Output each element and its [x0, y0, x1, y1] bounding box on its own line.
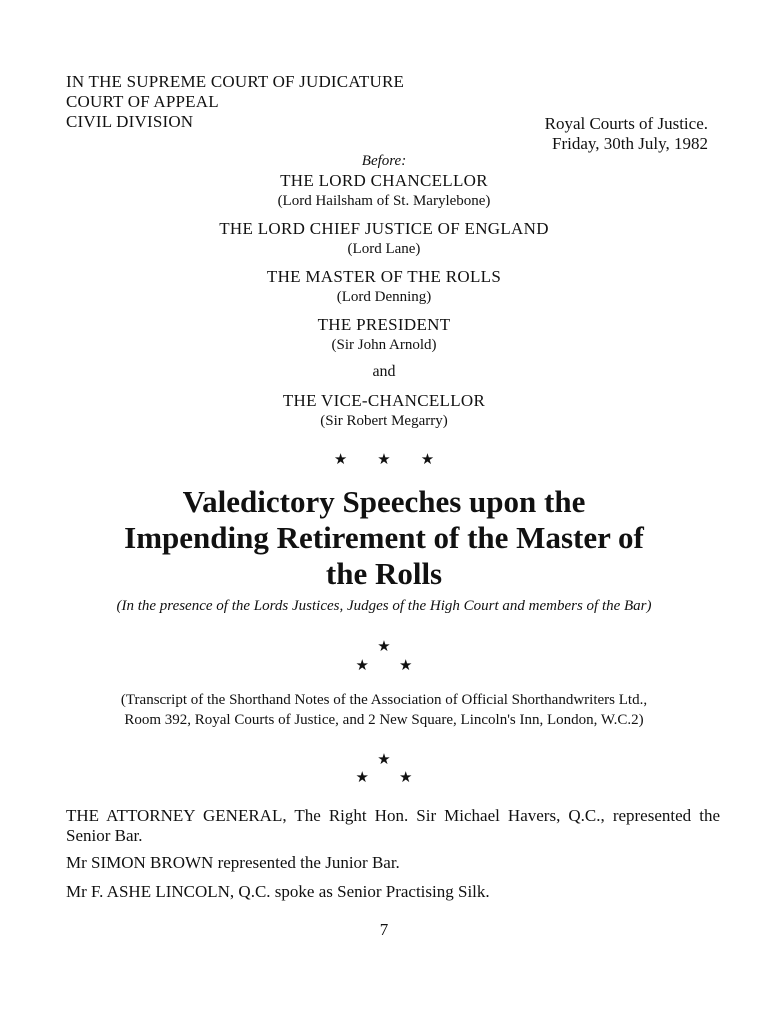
and-connector: and [372, 363, 396, 380]
representative-junior-bar: Mr SIMON BROWN represented the Junior Bar. [66, 853, 400, 872]
star-cluster-bottom [0, 768, 768, 787]
court-heading [66, 72, 404, 132]
star-icon: ★ [355, 658, 399, 674]
court-location: Royal Courts of Justice. [544, 114, 708, 133]
judge-name: (Sir Robert Megarry) [320, 413, 448, 429]
star-icon: ★ [399, 770, 443, 786]
star-icon: ★ [399, 658, 443, 674]
title-line-2: Impending Retirement of the Master of [124, 520, 644, 555]
star-cluster-top [0, 637, 768, 656]
judge-title: THE VICE-CHANCELLOR [282, 391, 486, 410]
transcript-note [0, 690, 768, 730]
judge-title: THE LORD CHIEF JUSTICE OF ENGLAND [219, 219, 549, 238]
judge-name: (Sir John Arnold) [331, 337, 437, 353]
star-icon: ★ [377, 639, 391, 655]
judge-title: THE PRESIDENT [317, 315, 451, 334]
judge-block-master-of-rolls [0, 267, 768, 307]
representative-attorney-general: THE ATTORNEY GENERAL, The Right Hon. Sir Michael Havers, Q.C., represented the Senior Bar. [66, 806, 720, 845]
judge-name: (Lord Hailsham of St. Marylebone) [277, 193, 491, 209]
judge-name: (Lord Denning) [336, 289, 432, 305]
place-and-date [545, 114, 708, 154]
star-icon: ★ [420, 452, 465, 468]
judge-title: THE MASTER OF THE ROLLS [266, 267, 502, 286]
star-cluster-bottom [0, 656, 768, 675]
star-icon: ★ [355, 770, 399, 786]
judge-block-vice-chancellor [0, 391, 768, 431]
document-title [0, 484, 768, 592]
judge-block-lord-chief-justice [0, 219, 768, 259]
court-line-supreme: IN THE SUPREME COURT OF JUDICATURE [66, 72, 405, 91]
title-line-1: Valedictory Speeches upon the [182, 484, 586, 519]
star-icon: ★ [377, 752, 391, 768]
star-divider-row [0, 450, 768, 469]
court-line-appeal: COURT OF APPEAL [66, 92, 219, 111]
star-icon: ★ [377, 452, 421, 468]
court-line-division: CIVIL DIVISION [66, 112, 194, 131]
hearing-date: Friday, 30th July, 1982 [552, 134, 708, 153]
transcript-line-2: Room 392, Royal Courts of Justice, and 2 New Square, Lincoln's Inn, London, W.C.2) [124, 712, 644, 728]
judge-name: (Lord Lane) [347, 241, 421, 257]
title-line-3: the Rolls [325, 556, 443, 591]
before-label: Before: [361, 153, 407, 169]
transcript-line-1: (Transcript of the Shorthand Notes of the Association of Official Shorthandwriters Ltd., [120, 692, 648, 708]
judge-block-president [0, 315, 768, 355]
judge-block-lord-chancellor [0, 171, 768, 211]
judge-title: THE LORD CHANCELLOR [280, 171, 488, 190]
representative-senior-silk: Mr F. ASHE LINCOLN, Q.C. spoke as Senior Practising Silk. [66, 882, 490, 901]
presence-note: (In the presence of the Lords Justices, Judges of the High Court and members of the Bar) [116, 598, 652, 614]
star-cluster-top [0, 750, 768, 769]
star-icon: ★ [333, 452, 378, 468]
page-number: 7 [379, 920, 389, 939]
